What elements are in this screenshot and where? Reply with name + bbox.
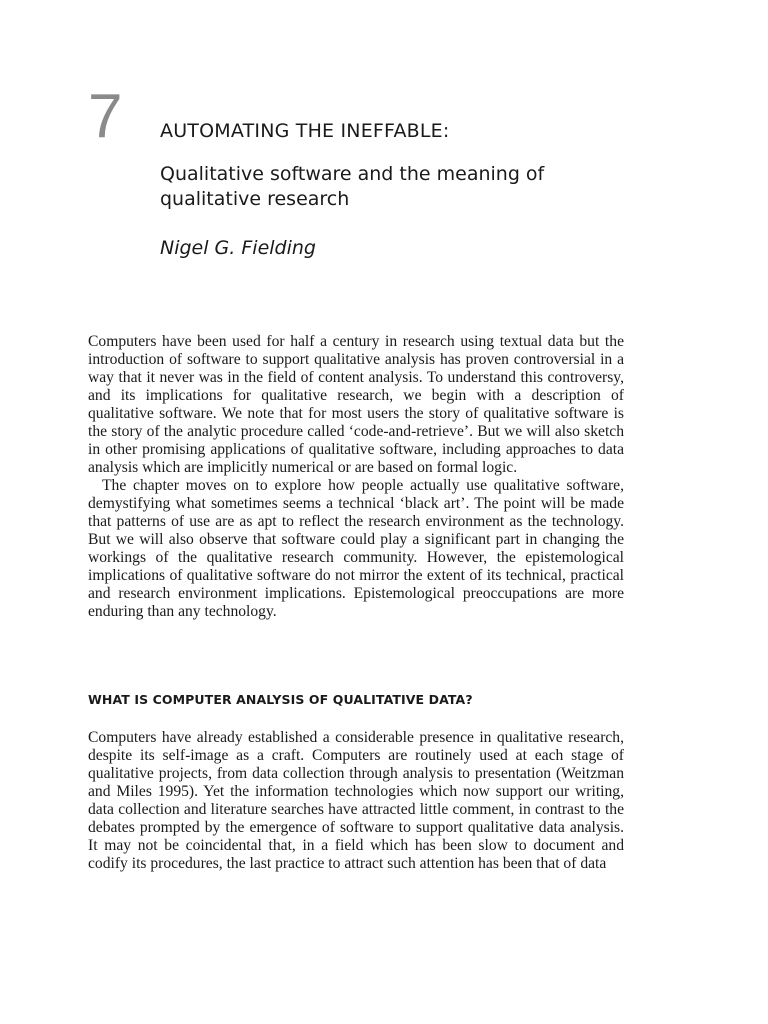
chapter-author: Nigel G. Fielding — [160, 237, 316, 259]
section-text — [88, 729, 624, 873]
chapter-number: 7 — [88, 82, 123, 151]
intro-text — [88, 333, 624, 621]
intro-paragraph-2: The chapter moves on to explore how people actually use qualitative software, demystifying what sometimes seems a technical ‘black art’. The point will be made that patterns of use are as apt to reflect the research environment as the technology. But we will also observe that software could play a significant part in changing the workings of the qualitative research community. However, the epistemological implications of qualitative software do not mirror the extent of its technical, practical and research environment implications. Epistemological preoccupations are more enduring than any technology. — [88, 477, 624, 620]
intro-paragraph-1: Computers have been used for half a century in research using textual data but the introduction of software to support qualitative analysis has proven controversial in a way that it never was in the field of content analysis. To understand this controversy, and its implications for qualitative research, we begin with a description of qualitative software. We note that for most users the story of qualitative software is the story of the analytic procedure called ‘code-and-retrieve’. But we will also sketch in other promising applications of qualitative software, including approaches to data analysis which are implicitly numerical or are based on formal logic. — [88, 333, 624, 476]
chapter-title: AUTOMATING THE INEFFABLE: — [160, 120, 450, 142]
chapter-subtitle: Qualitative software and the meaning of qualitative research — [160, 163, 545, 210]
section-paragraph-1: Computers have already established a considerable presence in qualitative research, despite its self-image as a craft. Computers are routinely used at each stage of qualitative projects, from data collection through analysis to presentation (Weitzman and Miles 1995). Yet the information technologies which now support our writing, data collection and literature searches have attracted little comment, in contrast to the debates prompted by the emergence of software to support qualitative data analysis. It may not be coincidental that, in a field which has been slow to document and codify its procedures, the last practice to attract such attention has been that of data — [88, 729, 624, 872]
section-heading: WHAT IS COMPUTER ANALYSIS OF QUALITATIVE DATA? — [88, 692, 473, 707]
